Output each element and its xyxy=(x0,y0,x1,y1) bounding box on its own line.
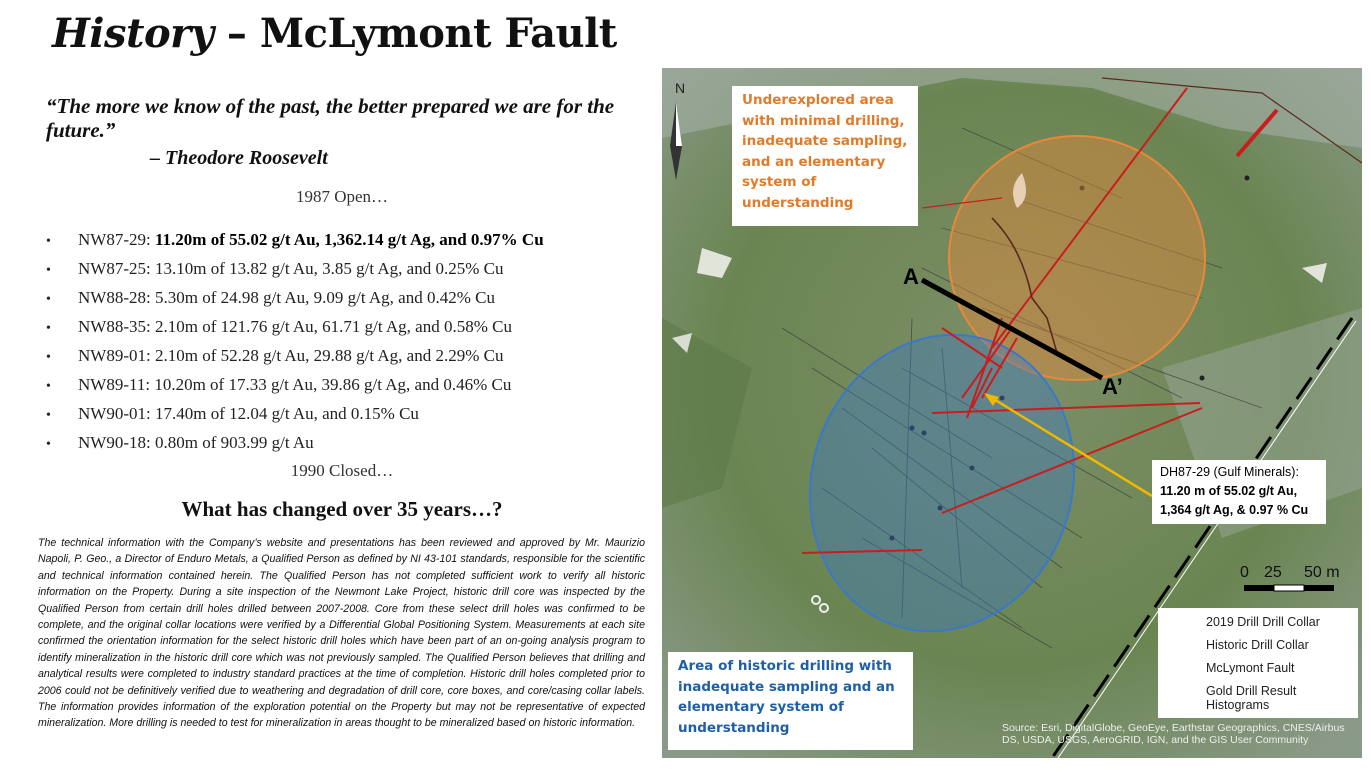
result-text: 2.10m of 52.28 g/t Au, 29.88 g/t Ag, and 2.29% Cu xyxy=(154,346,504,365)
bullet-icon: • xyxy=(46,350,51,365)
historic-drilling-callout: Area of historic drilling with inadequate sampling and an elementary system of understanding xyxy=(668,652,913,750)
bullet-icon: • xyxy=(46,292,51,307)
page-title xyxy=(52,10,617,57)
map-panel xyxy=(662,68,1362,758)
quote-text: “The more we know of the past, the better prepared we are for the future.” xyxy=(46,94,615,142)
dh-title: DH87-29 (Gulf Minerals): xyxy=(1160,465,1299,479)
hole-id: NW90-01: xyxy=(78,404,155,423)
closed-label: 1990 Closed… xyxy=(290,461,394,480)
bullet-icon: • xyxy=(46,321,51,336)
map-legend xyxy=(1158,608,1358,718)
result-text: 13.10m of 13.82 g/t Au, 3.85 g/t Ag, and 0.25% Cu xyxy=(154,259,504,278)
dh-line2: 1,364 g/t Ag, & 0.97 % Cu xyxy=(1160,503,1309,517)
north-label: N xyxy=(674,80,686,96)
historic-collar xyxy=(1200,376,1205,381)
scale-mid: 25 xyxy=(1264,564,1282,581)
result-text: 11.20m of 55.02 g/t Au, 1,362.14 g/t Ag, and 0.97% Cu xyxy=(154,230,544,249)
list-item xyxy=(46,284,544,313)
quote-attribution: – Theodore Roosevelt xyxy=(150,147,328,169)
legend-2019-collar: 2019 Drill Drill Collar xyxy=(1206,615,1320,629)
hole-id: NW89-11: xyxy=(78,375,155,394)
title-history: History xyxy=(52,10,214,57)
list-item xyxy=(46,429,544,458)
section-start-label: A xyxy=(903,264,919,289)
result-text: 5.30m of 24.98 g/t Au, 9.09 g/t Ag, and 0.42% Cu xyxy=(154,288,495,307)
bullet-icon: • xyxy=(46,379,51,394)
hole-id: NW87-29: xyxy=(78,230,155,249)
scale-zero: 0 xyxy=(1240,564,1249,581)
list-item xyxy=(46,400,544,429)
hole-id: NW87-25: xyxy=(78,259,155,278)
legend-historic-collar: Historic Drill Collar xyxy=(1206,638,1309,652)
result-text: 2.10m of 121.76 g/t Au, 61.71 g/t Ag, and 0.58% Cu xyxy=(154,317,512,336)
list-item xyxy=(46,313,544,342)
list-item xyxy=(46,371,544,400)
section-end-label: A’ xyxy=(1102,374,1123,399)
list-item xyxy=(46,342,544,371)
disclaimer-text: The technical information with the Company’s website and presentations has been reviewed and approved by Mr. Maurizio Napoli, P. Geo., a Director of Enduro Metals, a Qualified Person as defined by NI 43-101 standards, responsible for the scientific and technical information contained herein. The Qualified Person has not completed sufficient work to verify all historic information on the Property. During a site inspection of the Newmont Lake Project, historic drill core was inspected by the Qualified Person from certain drill holes drilled between 2007-2008. Core from these select drill holes was confirmed to be complete, and the original collar locations were verified by a Differential Global Positioning System. Measurements at each site confirmed the orientation information for the select historic drill holes which have been part of an on-going analysis program to identify mineralization in the historic drill core which was not previously sampled. The Qualified Person believes that drilling and analytical results were completed to industry standard practices at the time of completion. Historic drill holes completed prior to 2006 could not be definitively verified due to weathering and degradation of drill core, core boxes, and core/casing collar labels. The information provides information of the exploration potential on the Property but may not be representative of expected mineralization. More drilling is needed to test for mineralization in areas thought to be mineralized based on historic information. xyxy=(38,537,645,730)
source-attribution: Source: Esri, DigitalGlobe, GeoEye, Earthstar Geographics, CNES/Airbus DS, USDA, USGS, AeroGRID, IGN, and the GIS User Community xyxy=(1002,722,1345,746)
open-label: 1987 Open… xyxy=(295,187,389,206)
scale-max: 50 m xyxy=(1304,564,1340,581)
scale-bar xyxy=(1234,562,1360,592)
question-heading: What has changed over 35 years…? xyxy=(181,497,503,521)
title-rest: – McLymont Fault xyxy=(213,10,617,57)
bullet-icon: • xyxy=(46,408,51,423)
hole-id: NW88-28: xyxy=(78,288,155,307)
underexplored-callout: Underexplored area with minimal drilling, inadequate sampling, and an elementary system of understanding xyxy=(732,86,918,226)
dh-line1: 11.20 m of 55.02 g/t Au, xyxy=(1160,484,1298,498)
results-list xyxy=(46,226,544,458)
hole-id: NW90-18: xyxy=(78,433,155,452)
legend-fault: McLymont Fault xyxy=(1206,661,1295,675)
bullet-icon: • xyxy=(46,437,51,452)
legend-gold-histograms: Gold Drill Result Histograms xyxy=(1206,684,1297,712)
result-text: 17.40m of 12.04 g/t Au, and 0.15% Cu xyxy=(154,404,419,423)
bullet-icon: • xyxy=(46,234,51,249)
list-item xyxy=(46,255,544,284)
hole-id: NW88-35: xyxy=(78,317,155,336)
list-item xyxy=(46,226,544,255)
historic-collar xyxy=(1245,176,1250,181)
result-text: 0.80m of 903.99 g/t Au xyxy=(154,433,314,452)
hole-id: NW89-01: xyxy=(78,346,155,365)
dh87-29-callout xyxy=(1152,460,1326,524)
result-text: 10.20m of 17.33 g/t Au, 39.86 g/t Ag, and 0.46% Cu xyxy=(154,375,512,394)
bullet-icon: • xyxy=(46,263,51,278)
